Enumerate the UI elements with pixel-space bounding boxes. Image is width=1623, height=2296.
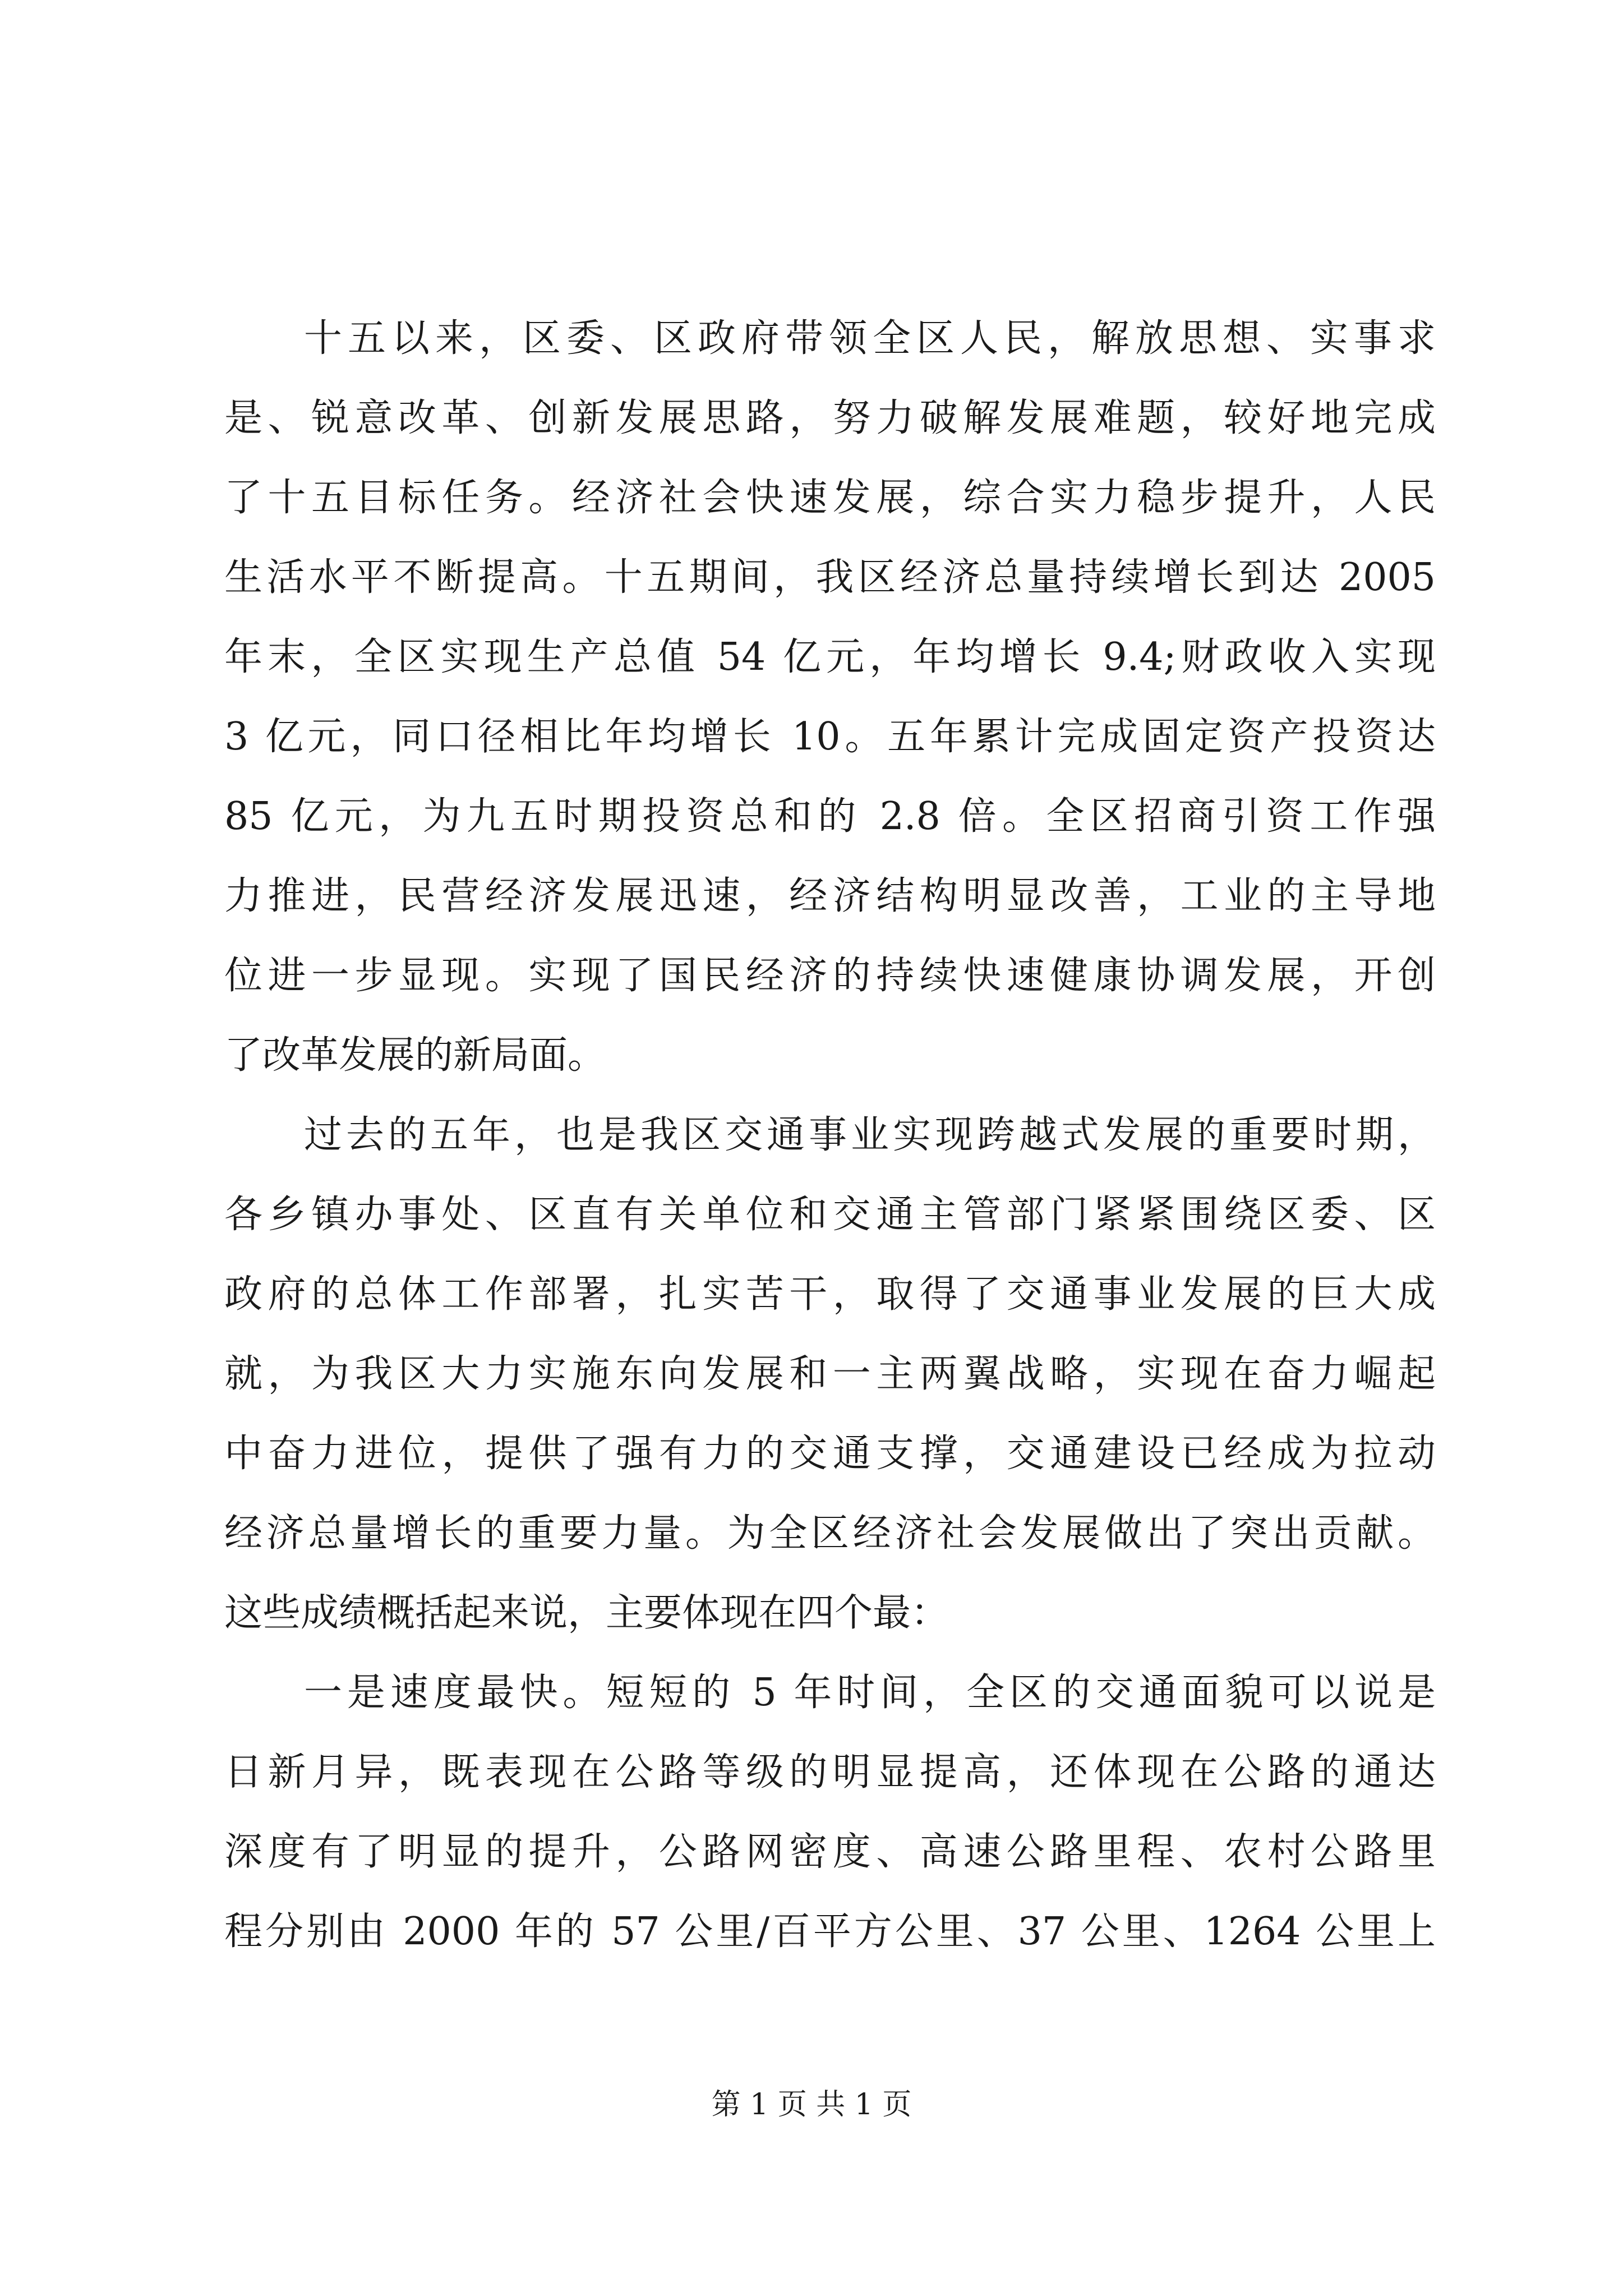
text-line: 政府的总体工作部署，扎实苦干，取得了交通事业发展的巨大成 <box>224 1272 1436 1317</box>
paragraph <box>224 1096 1436 1653</box>
text-line: 各乡镇办事处、区直有关单位和交通主管部门紧紧围绕区委、区 <box>224 1193 1436 1237</box>
text-line: 程分别由 2000 年的 57 公里/百平方公里、37 公里、1264 公里上 <box>224 1910 1436 1954</box>
text-line: 就，为我区大力实施东向发展和一主两翼战略，实现在奋力崛起 <box>224 1352 1436 1396</box>
page-number-label: 第 1 页 共 1 页 <box>711 2088 912 2122</box>
text-line: 中奋力进位，提供了强有力的交通支撑，交通建设已经成为拉动 <box>224 1432 1436 1476</box>
paragraph <box>224 299 1436 1096</box>
text-line: 3 亿元，同口径相比年均增长 10。五年累计完成固定资产投资达 <box>224 715 1436 759</box>
paragraph <box>224 1653 1436 1972</box>
text-line: 了十五目标任务。经济社会快速发展，综合实力稳步提升，人民 <box>224 476 1436 520</box>
page-footer <box>0 2082 1623 2127</box>
text-line: 是、锐意改革、创新发展思路，努力破解发展难题，较好地完成 <box>224 396 1436 440</box>
text-line: 年末，全区实现生产总值 54 亿元，年均增长 9.4;财政收入实现 <box>224 635 1436 679</box>
text-line: 生活水平不断提高。十五期间，我区经济总量持续增长到达 2005 <box>224 555 1436 600</box>
text-line: 一是速度最快。短短的 5 年时间，全区的交通面貌可以说是 <box>304 1671 1436 1715</box>
text-line: 位进一步显现。实现了国民经济的持续快速健康协调发展，开创 <box>224 954 1436 998</box>
text-line: 了改革发展的新局面。 <box>224 1033 606 1078</box>
document-body <box>224 299 1436 1972</box>
text-line: 十五以来，区委、区政府带领全区人民，解放思想、实事求 <box>304 316 1436 361</box>
text-line: 经济总量增长的重要力量。为全区经济社会发展做出了突出贡献。 <box>224 1511 1436 1556</box>
text-line: 85 亿元，为九五时期投资总和的 2.8 倍。全区招商引资工作强 <box>224 794 1436 839</box>
text-line: 力推进，民营经济发展迅速，经济结构明显改善，工业的主导地 <box>224 874 1436 918</box>
text-line: 深度有了明显的提升，公路网密度、高速公路里程、农村公路里 <box>224 1830 1436 1874</box>
text-line: 过去的五年，也是我区交通事业实现跨越式发展的重要时期， <box>304 1113 1436 1157</box>
text-line: 日新月异，既表现在公路等级的明显提高，还体现在公路的通达 <box>224 1750 1436 1795</box>
text-line: 这些成绩概括起来说，主要体现在四个最： <box>224 1591 949 1635</box>
